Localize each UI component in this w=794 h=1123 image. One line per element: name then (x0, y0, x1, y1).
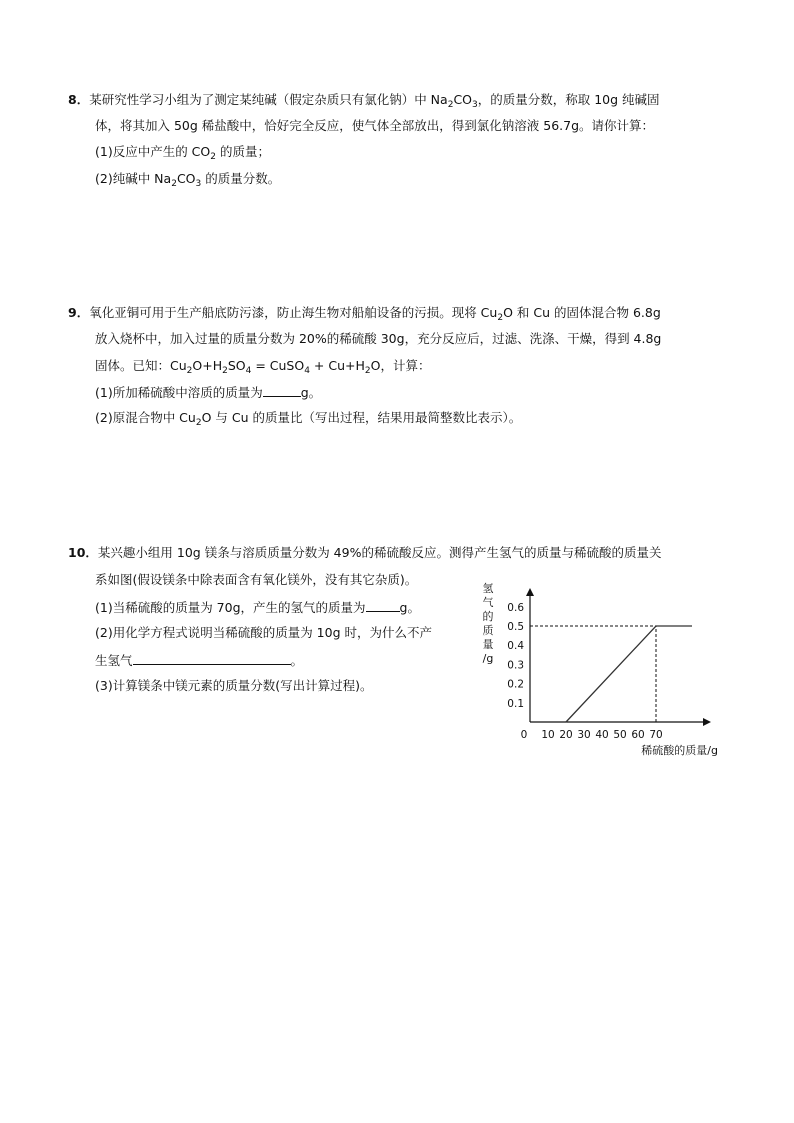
answer-blank[interactable] (263, 382, 301, 397)
y-axis-label: 质 (482, 624, 494, 637)
subscript: 2 (364, 366, 371, 376)
x-axis-arrow (703, 718, 711, 726)
x-tick-label: 10 (541, 729, 555, 741)
question-text: (1)当稀硫酸的质量为 70g，产生的氢气的质量为 (95, 600, 366, 615)
question-text: 。 (290, 653, 304, 668)
answer-blank[interactable] (366, 597, 400, 612)
x-tick-label: 0 (520, 729, 528, 741)
question-text: O 和 Cu 的固体混合物 6.8g (503, 305, 661, 320)
question-text: (1)反应中产生的 CO (95, 144, 211, 159)
subscript: 2 (195, 418, 202, 428)
subscript: 2 (210, 152, 216, 162)
question-text: 某研究性学习小组为了测定某纯碱（假定杂质只有氯化钠）中 Na (89, 92, 448, 107)
question-text: g。 (300, 385, 322, 400)
question-10-sub-2: (2)用化学方程式说明当稀硫酸的质量为 10g 时，为什么不产 (95, 625, 432, 640)
question-10-sub-2-cont (95, 650, 303, 671)
subscript: 3 (195, 179, 202, 189)
y-axis-arrow (526, 588, 534, 596)
answer-blank[interactable] (133, 650, 291, 665)
question-text: 固体。已知：Cu (95, 358, 187, 373)
y-axis-label: /g (482, 652, 494, 665)
question-10-line-1 (68, 543, 661, 563)
question-text: CO (453, 92, 473, 107)
y-tick-label: 0.6 (507, 601, 524, 614)
question-text: 氧化亚铜可用于生产船底防污漆，防止海生物对船舶设备的污损。现将 Cu (89, 305, 498, 320)
question-9-sub-2 (95, 408, 521, 428)
question-10-sub-3: (3)计算镁条中镁元素的质量分数(写出计算过程)。 (95, 678, 373, 693)
question-8-line-2: 体，将其加入 50g 稀盐酸中，恰好完全反应，使气体全部放出，得到氯化钠溶液 56.7g。请你计算： (95, 118, 655, 133)
question-number: 10． (68, 545, 98, 560)
question-10-line-2: 系如图(假设镁条中除表面含有氧化镁外，没有其它杂质)。 (95, 572, 418, 587)
y-axis-label: 气 (482, 596, 494, 609)
y-axis-label: 氢 (482, 582, 494, 595)
question-text: 的质量分数。 (201, 171, 281, 186)
subscript: 4 (304, 366, 310, 376)
question-text: (2)纯碱中 Na (95, 171, 172, 186)
question-9-line-1 (68, 303, 661, 323)
question-8-line-1 (68, 90, 660, 110)
question-text: 某兴趣小组用 10g 镁条与溶质质量分数为 49%的稀硫酸反应。测得产生氢气的质量与稀硫酸的质量关 (97, 545, 662, 560)
y-axis-label: 量 (482, 638, 494, 651)
question-text: = CuSO (251, 358, 305, 373)
x-tick-label: 40 (595, 729, 609, 741)
x-axis-label: 稀硫酸的质量/g (641, 744, 718, 757)
question-number: 9． (68, 305, 90, 320)
subscript: 3 (472, 100, 478, 110)
y-tick-label: 0.3 (507, 659, 524, 672)
question-8-sub-1 (95, 142, 270, 162)
x-tick-label: 60 (631, 729, 645, 741)
question-text: ，的质量分数，称取 10g 纯碱固 (477, 92, 660, 107)
series-line (566, 626, 692, 722)
question-text: O 与 Cu 的质量比（写出过程，结果用最简整数比表示）。 (201, 410, 522, 425)
question-number: 8． (68, 92, 90, 107)
question-text: g。 (399, 600, 420, 615)
x-tick-label: 30 (577, 729, 591, 741)
question-text: (2)原混合物中 Cu (95, 410, 196, 425)
x-tick-label: 20 (559, 729, 573, 741)
question-text: O，计算： (370, 358, 431, 373)
question-text: (1)所加稀硫酸中溶质的质量为 (95, 385, 263, 400)
hydrogen-mass-chart (474, 578, 724, 768)
question-10-sub-1 (95, 597, 420, 618)
question-text: SO (227, 358, 246, 373)
y-tick-label: 0.1 (507, 697, 524, 710)
question-9-line-3 (95, 356, 430, 376)
question-text: + Cu+H (309, 358, 365, 373)
subscript: 2 (186, 366, 193, 376)
question-text: 生氢气 (95, 653, 133, 668)
question-text: O+H (192, 358, 223, 373)
x-tick-label: 50 (613, 729, 627, 741)
subscript: 2 (222, 366, 228, 376)
subscript: 2 (497, 313, 504, 323)
question-9-sub-1 (95, 382, 321, 403)
question-8-sub-2 (95, 169, 280, 189)
y-tick-label: 0.5 (507, 621, 524, 633)
question-9-line-2: 放入烧杯中，加入过量的质量分数为 20%的稀硫酸 30g，充分反应后，过滤、洗涤、干燥，得到 4.8g (95, 331, 662, 346)
x-tick-label: 70 (649, 729, 663, 741)
subscript: 2 (171, 179, 177, 189)
subscript: 4 (245, 366, 252, 376)
question-text: CO (176, 171, 196, 186)
subscript: 2 (447, 100, 454, 110)
question-text: 的质量； (215, 144, 270, 159)
y-axis-label: 的 (482, 610, 494, 623)
y-tick-label: 0.2 (507, 678, 524, 691)
y-tick-label: 0.4 (507, 640, 524, 653)
chart-axes (526, 588, 711, 726)
